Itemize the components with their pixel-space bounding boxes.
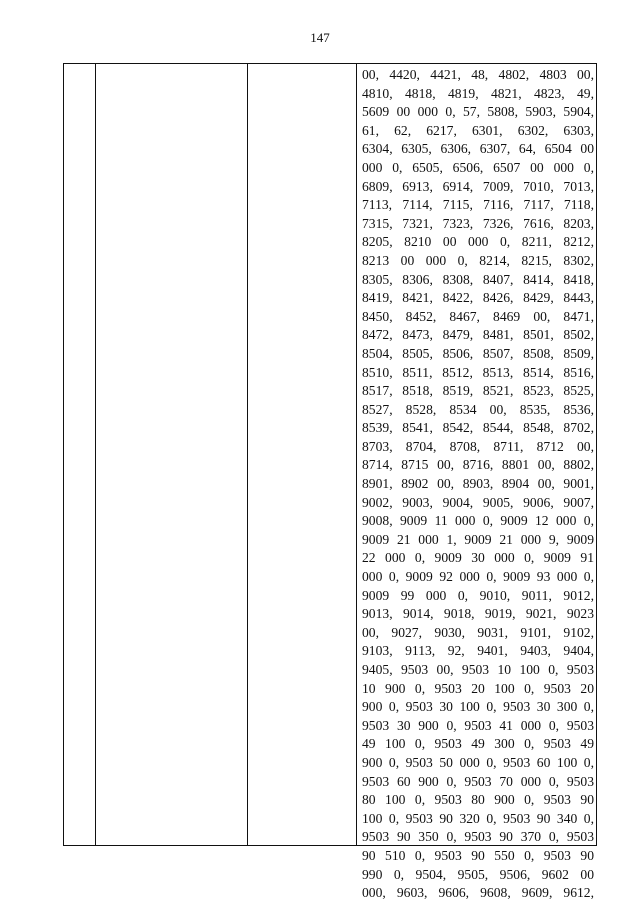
code-list-line: 8450, 8452, 8467, 8469 00, 8471, [362,308,594,324]
code-list-line: 9013, 9014, 9018, 9019, 9021, 9023 [362,606,594,622]
code-list-line: 7113, 7114, 7115, 7116, 7117, 7118, [362,197,594,213]
code-list-line: 8504, 8505, 8506, 8507, 8508, 8509, [362,345,594,361]
code-list-line: 49 100 0, 9503 49 300 0, 9503 49 [362,736,594,752]
code-list-line: 9002, 9003, 9004, 9005, 9006, 9007, [362,494,594,510]
page-number: 147 [310,30,330,45]
code-list-line: 00, 4420, 4421, 48, 4802, 4803 00, [362,67,594,82]
code-list-line: 000, 9603, 9606, 9608, 9609, 9612, [362,885,594,901]
code-list-line: 00, 9027, 9030, 9031, 9101, 9102, [362,624,594,640]
column-divider-2 [247,64,248,845]
code-list-line: 90 510 0, 9503 90 550 0, 9503 90 [362,847,594,863]
code-list-line: 100 0, 9503 90 320 0, 9503 90 340 0, [362,810,594,826]
code-list-line: 9503 30 900 0, 9503 41 000 0, 9503 [362,717,594,733]
code-list-line: 4810, 4818, 4819, 4821, 4823, 49, [362,85,594,101]
column-divider-1 [95,64,96,845]
code-list-line: 9503 90 350 0, 9503 90 370 0, 9503 [362,829,594,845]
code-list-line: 8714, 8715 00, 8716, 8801 00, 8802, [362,457,594,473]
code-list-line: 9405, 9503 00, 9503 10 100 0, 9503 [362,662,594,677]
code-list-line: 8539, 8541, 8542, 8544, 8548, 8702, [362,420,594,436]
code-list-line: 22 000 0, 9009 30 000 0, 9009 91 [362,550,594,566]
code-list-line: 8205, 8210 00 000 0, 8211, 8212, [362,234,594,250]
code-list-line: 7315, 7321, 7323, 7326, 7616, 8203, [362,215,594,231]
code-list-line: 000 0, 9009 92 000 0, 9009 93 000 0, [362,569,594,585]
code-list-line: 000 0, 6505, 6506, 6507 00 000 0, [362,159,594,175]
code-list-line: 900 0, 9503 50 000 0, 9503 60 100 0, [362,754,594,770]
code-list-line: 8213 00 000 0, 8214, 8215, 8302, [362,252,594,268]
code-list-cell [362,66,594,903]
code-list-line: 9503 60 900 0, 9503 70 000 0, 9503 [362,773,594,789]
code-list-line: 5609 00 000 0, 57, 5808, 5903, 5904, [362,104,594,120]
code-list-line: 61, 62, 6217, 6301, 6302, 6303, [362,122,594,138]
column-divider-3 [356,64,357,845]
code-list-line: 8517, 8518, 8519, 8521, 8523, 8525, [362,383,594,399]
code-list-line: 8510, 8511, 8512, 8513, 8514, 8516, [362,364,594,380]
code-list-line: 10 900 0, 9503 20 100 0, 9503 20 [362,680,594,696]
code-list-line: 990 0, 9504, 9505, 9506, 9602 00 [362,866,594,882]
code-list-line: 80 100 0, 9503 80 900 0, 9503 90 [362,792,594,808]
code-list-line: 8527, 8528, 8534 00, 8535, 8536, [362,401,594,417]
code-list-line: 9103, 9113, 92, 9401, 9403, 9404, [362,643,594,659]
code-list-line: 9008, 9009 11 000 0, 9009 12 000 0, [362,513,594,529]
code-list-line: 8419, 8421, 8422, 8426, 8429, 8443, [362,290,594,306]
code-list-line: 9009 99 000 0, 9010, 9011, 9012, [362,587,594,603]
code-list-line: 6809, 6913, 6914, 7009, 7010, 7013, [362,178,594,194]
code-list-line: 9009 21 000 1, 9009 21 000 9, 9009 [362,531,594,547]
code-list-line: 8472, 8473, 8479, 8481, 8501, 8502, [362,327,594,343]
code-list-line: 6304, 6305, 6306, 6307, 64, 6504 00 [362,141,594,157]
code-list-line: 8305, 8306, 8308, 8407, 8414, 8418, [362,271,594,287]
code-list-line: 8901, 8902 00, 8903, 8904 00, 9001, [362,476,594,492]
code-list-line: 900 0, 9503 30 100 0, 9503 30 300 0, [362,699,594,715]
code-list-line: 8703, 8704, 8708, 8711, 8712 00, [362,438,594,454]
document-table [63,63,597,901]
